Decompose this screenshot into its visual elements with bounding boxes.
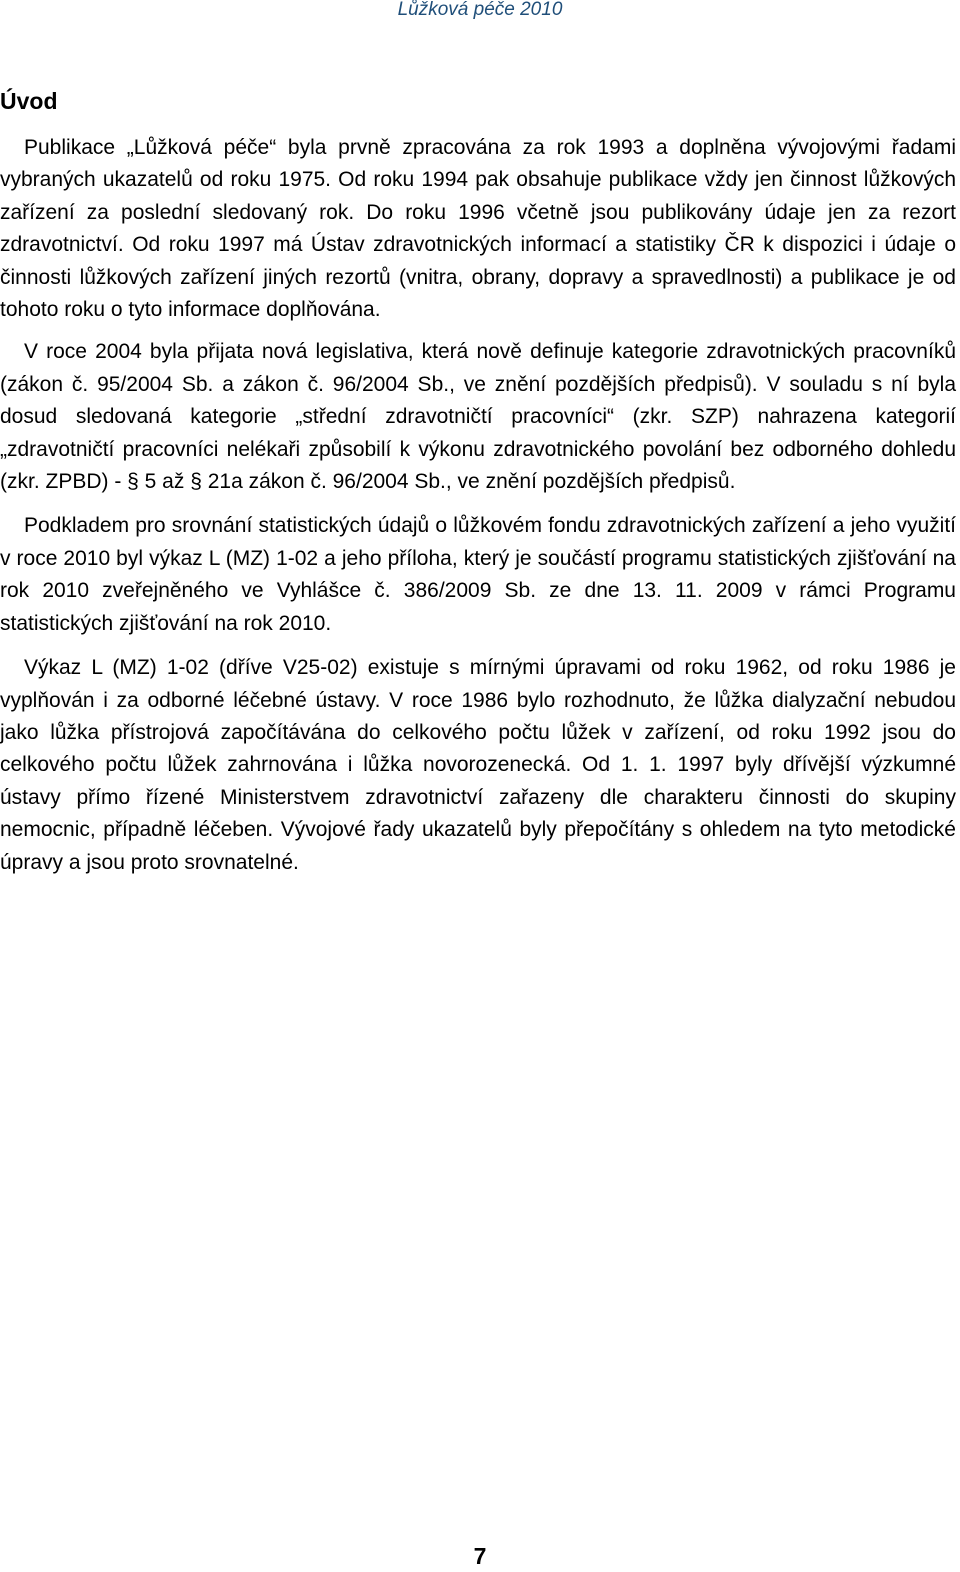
document-body: [0, 86, 956, 879]
running-header: Lůžková péče 2010: [397, 0, 563, 20]
paragraph-source-form: Podkladem pro srovnání statistických údajů o lůžkovém fondu zdravotnických zařízení a jeho využití v roce 2010 byl výkaz L (MZ) 1-02 a jeho příloha, který je součástí programu statistických zjišťování na rok 2010 zveřejněného ve Vyhlášce č. 386/2009 Sb. ze dne 13. 11. 2009 v rámci Programu statistických zjišťování na rok 2010.: [0, 514, 956, 635]
paragraph-methodology: Výkaz L (MZ) 1-02 (dříve V25-02) existuje s mírnými úpravami od roku 1962, od roku 1986 je vyplňován i za odborné léčebné ústavy. V roce 1986 bylo rozhodnuto, že lůžka dialyzační nebudou jako lůžka přístrojová započítávána do celkového počtu lůžek v zařízení, od roku 1992 jsou do celkového počtu lůžek zahrnována i lůžka novorozenecká. Od 1. 1. 1997 byly dřívější výzkumné ústavy přímo řízené Ministerstvem zdravotnictví zařazeny dle charakteru činnosti do skupiny nemocnic, případně léčeben. Vývojové řady ukazatelů byly přepočítány s ohledem na tyto metodické úpravy a jsou proto srovnatelné.: [0, 656, 956, 874]
page-number: 7: [473, 1543, 487, 1569]
section-heading: Úvod: [0, 88, 58, 114]
paragraph-history: Publikace „Lůžková péče“ byla prvně zpracována za rok 1993 a doplněna vývojovými řadami vybraných ukazatelů od roku 1975. Od roku 1994 pak obsahuje publikace vždy jen činnost lůžkových zařízení za poslední sledovaný rok. Do roku 1996 včetně jsou publikovány údaje jen za rezort zdravotnictví. Od roku 1997 má Ústav zdravotnických informací a statistiky ČR k dispozici i údaje o činnosti lůžkových zařízení jiných rezortů (vnitra, obrany, dopravy a spravedlnosti) a publikace je od tohoto roku o tyto informace doplňována.: [0, 136, 956, 322]
paragraph-legislation: V roce 2004 byla přijata nová legislativa, která nově definuje kategorie zdravotnických pracovníků (zákon č. 95/2004 Sb. a zákon č. 96/2004 Sb., ve znění pozdějších předpisů). V souladu s ní byla dosud sledovaná kategorie „střední zdravotničtí pracovníci“ (zkr. SZP) nahrazena kategorií „zdravotničtí pracovníci nelékaři způsobilí k výkonu zdravotnického povolání bez odborného dohledu (zkr. ZPBD) - § 5 až § 21a zákon č. 96/2004 Sb., ve znění pozdějších předpisů.: [0, 340, 956, 494]
